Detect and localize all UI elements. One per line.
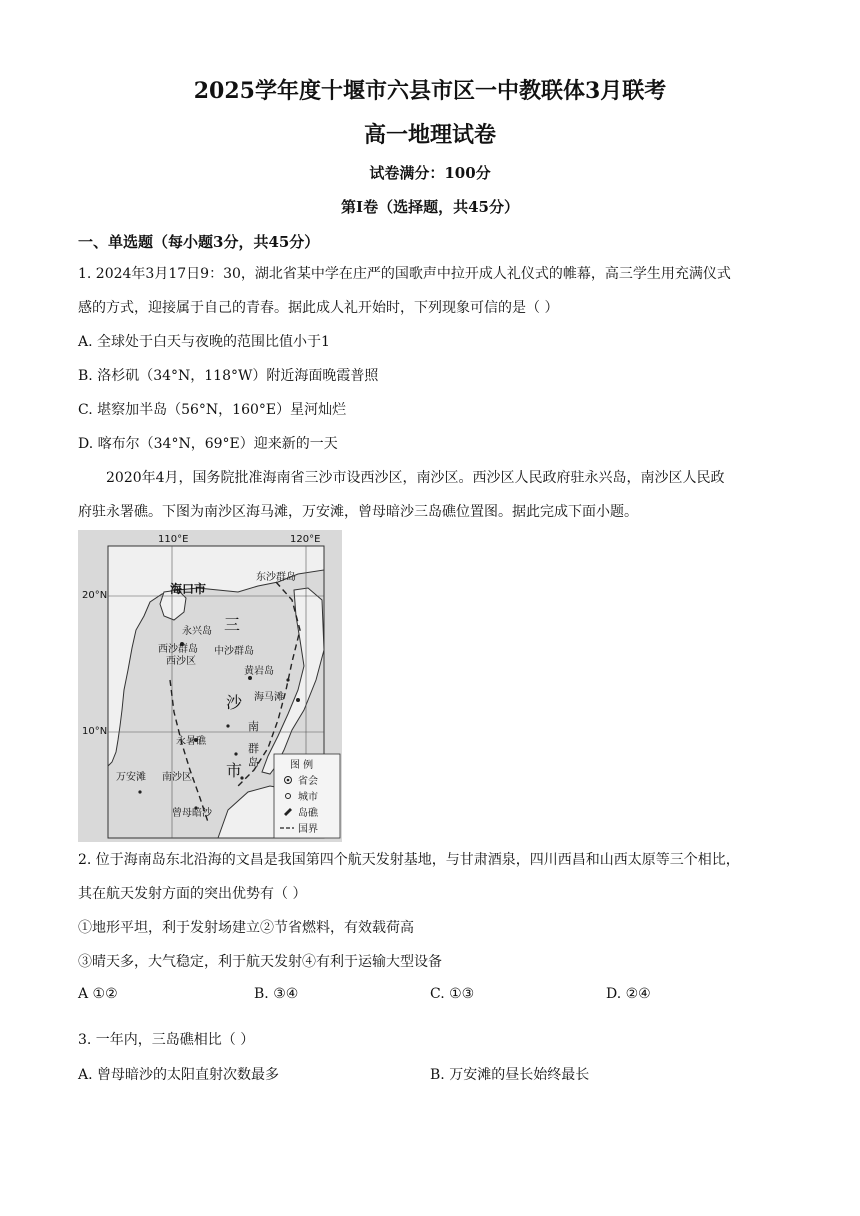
place-zhongsha: 中沙群岛: [214, 646, 254, 657]
legend-title: 图 例: [290, 760, 314, 771]
q3-option-a: A. 曾母暗沙的太阳直射次数最多: [78, 1067, 280, 1083]
q1-option-b: B. 洛杉矶（34°N，118°W）附近海面晚霞普照: [78, 368, 379, 384]
q2-option-a: A ①②: [78, 986, 118, 1002]
q1-option-d: D. 喀布尔（34°N，69°E）迎来新的一天: [78, 436, 338, 452]
q2-option-c: C. ①③: [430, 986, 475, 1002]
exam-title: 2025学年度十堰市六县市区一中教联体3月联考: [193, 78, 667, 104]
q3-option-b: B. 万安滩的昼长始终最长: [430, 1067, 590, 1083]
q2-option-d: D. ②④: [606, 986, 651, 1002]
place-haikou: 海口市: [170, 582, 207, 596]
legend-border: 国界: [298, 824, 318, 835]
nansha-map: [78, 530, 342, 842]
label-shi: 市: [226, 761, 243, 780]
lon-label-110: 110°E: [158, 534, 189, 545]
q1-stem-line2: 感的方式，迎接属于自己的青春。据此成人礼开始时，下列现象可信的是（ ）: [78, 300, 559, 316]
q2-statement-line1: ①地形平坦，利于发射场建立②节省燃料，有效载荷高: [78, 920, 414, 936]
label-qun: 群: [248, 742, 259, 755]
place-nansha-qu: 南沙区: [162, 772, 192, 783]
q1-option-a: A. 全球处于白天与夜晚的范围比值小于1: [78, 334, 330, 350]
q1-option-c: C. 堪察加半岛（56°N，160°E）星河灿烂: [78, 402, 347, 418]
exam-subject: 高一地理试卷: [363, 122, 496, 148]
exam-part: 第Ⅰ卷（选择题，共45分）: [341, 198, 519, 216]
passage-line1: 2020年4月，国务院批准海南省三沙市设西沙区，南沙区。西沙区人民政府驻永兴岛，南沙区人民政: [106, 470, 725, 486]
label-sha: 沙: [226, 693, 243, 712]
legend-capital: 省会: [298, 776, 318, 787]
map-legend: [274, 754, 340, 838]
place-xisha-qundao: 西沙群岛: [158, 644, 198, 655]
lat-label-20: 20°N: [82, 590, 108, 601]
legend-city: 城市: [298, 792, 318, 803]
passage-line2: 府驻永署礁。下图为南沙区海马滩，万安滩，曾母暗沙三岛礁位置图。据此完成下面小题。: [78, 504, 638, 520]
legend-reef: 岛礁: [298, 808, 318, 819]
q2-statement-line2: ③晴天多，大气稳定，利于航天发射④有利于运输大型设备: [78, 954, 442, 970]
place-dongsha: 东沙群岛: [256, 572, 296, 583]
place-haima: 海马滩: [254, 692, 284, 703]
q2-stem-line1: 2. 位于海南岛东北沿海的文昌是我国第四个航天发射基地，与甘肃酒泉，四川西昌和山西太原等三个相比，: [78, 852, 740, 868]
place-wanan: 万安滩: [116, 772, 146, 783]
q2-stem-line2: 其在航天发射方面的突出优势有（ ）: [78, 886, 307, 902]
place-zengmu: 曾母暗沙: [172, 808, 212, 819]
place-huangyan: 黄岩岛: [244, 666, 274, 677]
place-yongshu: 永暑礁: [176, 736, 206, 747]
q2-option-b: B. ③④: [254, 986, 299, 1002]
q1-stem-line1: 1. 2024年3月17日9：30，湖北省某中学在庄严的国歌声中拉开成人礼仪式的帷幕，高三学生用充满仪式: [78, 266, 731, 282]
label-san: 三: [224, 615, 241, 634]
lat-label-10: 10°N: [82, 726, 108, 737]
place-yongxing: 永兴岛: [182, 626, 212, 637]
place-xisha-qu: 西沙区: [166, 656, 196, 667]
lon-label-120: 120°E: [290, 534, 321, 545]
section-title: 一、单选题（每小题3分，共45分）: [78, 233, 320, 251]
label-dao: 岛: [248, 756, 259, 769]
q3-stem: 3. 一年内，三岛礁相比（ ）: [78, 1032, 255, 1048]
exam-score: 试卷满分：100分: [369, 164, 491, 182]
label-nan: 南: [248, 720, 259, 733]
